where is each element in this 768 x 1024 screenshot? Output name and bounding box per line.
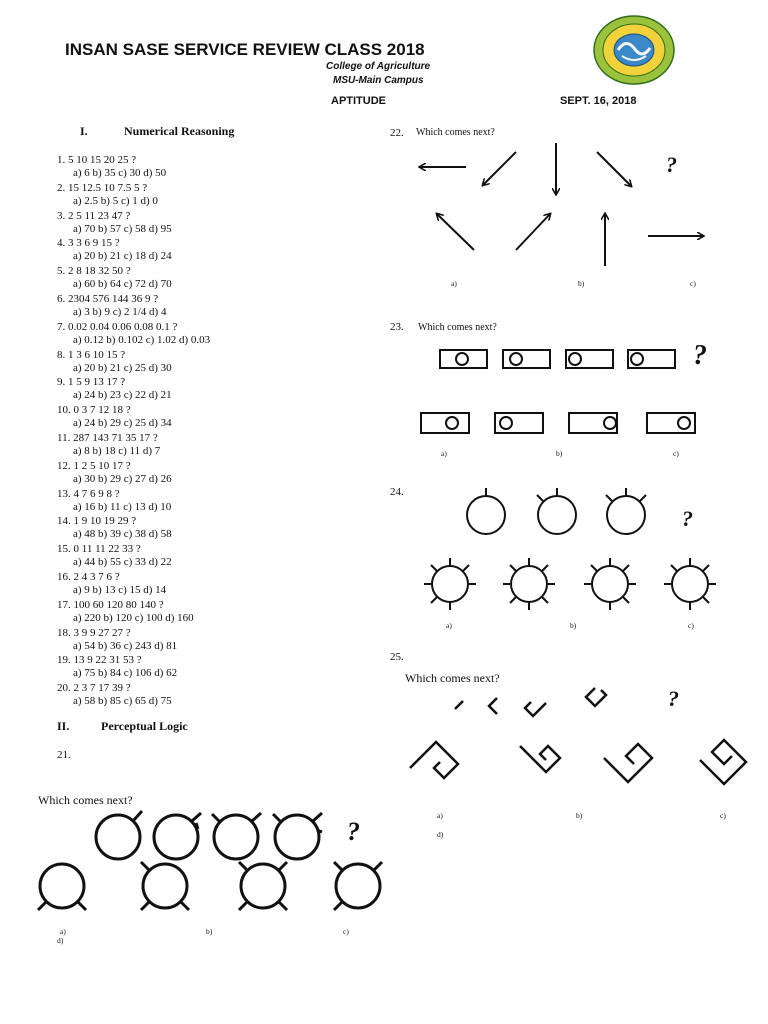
option-label: c) (343, 927, 349, 936)
answer-choices: a) 3 b) 9 c) 2 1/4 d) 4 (73, 305, 167, 318)
section-numeral: II. (57, 719, 70, 733)
option-label: a) (441, 449, 447, 458)
question-text: 19. 13 9 22 31 53 ? (57, 654, 142, 667)
question-text: 7. 0.02 0.04 0.06 0.08 0.1 ? (57, 320, 178, 333)
option-label: b) (206, 927, 213, 936)
answer-choices: a) 16 b) 11 c) 13 d) 10 (73, 500, 172, 513)
answer-choices: a) 75 b) 84 c) 106 d) 62 (73, 667, 178, 680)
answer-choices: a) 24 b) 29 c) 25 d) 34 (73, 417, 172, 430)
answer-choices: a) 20 b) 21 c) 25 d) 30 (73, 361, 172, 374)
question-text: 14. 1 9 10 19 29 ? (57, 515, 137, 528)
question-text: 10. 0 3 7 12 18 ? (57, 404, 131, 417)
section-numeral: I. (80, 124, 88, 138)
option-label: c) (690, 279, 696, 288)
subject-label: APTITUDE (331, 95, 386, 107)
option-label: b) (556, 449, 563, 458)
option-label: a) (451, 279, 457, 288)
option-label: c) (720, 811, 726, 820)
question-text: 15. 0 11 11 22 33 ? (57, 543, 141, 556)
answer-choices: a) 2.5 b) 5 c) 1 d) 0 (73, 194, 158, 207)
question-text: 5. 2 8 18 32 50 ? (57, 265, 131, 278)
question-text: 17. 100 60 120 80 140 ? (57, 598, 164, 611)
answer-choices: a) 0.12 b) 0.102 c) 1.02 d) 0.03 (73, 333, 211, 346)
option-label: a) (437, 811, 443, 820)
college-name: College of Agriculture (326, 61, 431, 72)
question-text: 16. 2 4 3 7 6 ? (57, 570, 120, 583)
section-title: Perceptual Logic (101, 719, 188, 733)
option-label: d) (57, 936, 64, 945)
answer-choices: a) 58 b) 85 c) 65 d) 75 (73, 695, 172, 708)
question-prompt: Which comes next? (416, 127, 495, 138)
answer-choices: a) 60 b) 64 c) 72 d) 70 (73, 278, 172, 291)
option-label: b) (578, 279, 585, 288)
question-text: 2. 15 12.5 10 7.5 5 ? (57, 181, 148, 194)
question-text: 1. 5 10 15 20 25 ? (57, 154, 137, 166)
question-number: 22. (390, 127, 404, 139)
answer-choices: a) 6 b) 35 c) 30 d) 50 (73, 167, 167, 179)
question-prompt: Which comes next? (405, 671, 500, 685)
answer-choices: a) 48 b) 39 c) 38 d) 58 (73, 528, 172, 541)
answer-choices: a) 30 b) 29 c) 27 d) 26 (73, 472, 172, 485)
question-mark: ? (693, 340, 707, 371)
question-text: 18. 3 9 9 27 27 ? (57, 626, 131, 639)
answer-choices: a) 44 b) 55 c) 33 d) 22 (73, 556, 172, 569)
question-text: 4. 3 3 6 9 15 ? (57, 237, 120, 250)
option-label: d) (437, 830, 444, 839)
answer-choices: a) 9 b) 13 c) 15 d) 14 (73, 583, 167, 596)
question-text: 12. 1 2 5 10 17 ? (57, 459, 131, 472)
answer-choices: a) 70 b) 57 c) 58 d) 95 (73, 222, 172, 235)
date-label: SEPT. 16, 2018 (560, 95, 637, 107)
answer-choices: a) 8 b) 18 c) 11 d) 7 (73, 444, 161, 457)
question-text: 13. 4 7 6 9 8 ? (57, 487, 120, 500)
answer-choices: a) 20 b) 21 c) 18 d) 24 (73, 250, 172, 263)
option-label: c) (688, 621, 694, 630)
option-label: c) (673, 449, 679, 458)
question-mark: ? (682, 506, 693, 531)
page-title: INSAN SASE SERVICE REVIEW CLASS 2018 (65, 40, 425, 59)
section-title: Numerical Reasoning (124, 124, 235, 138)
option-label: a) (446, 621, 452, 630)
question-mark: ? (666, 152, 677, 177)
question-number: 21. (57, 749, 71, 761)
question-prompt: Which comes next? (38, 793, 133, 807)
question-mark: ? (668, 686, 679, 711)
question-text: 11. 287 143 71 35 17 ? (57, 431, 158, 444)
question-number: 24. (390, 486, 404, 498)
option-label: a) (60, 927, 66, 936)
question-text: 9. 1 5 9 13 17 ? (57, 376, 126, 389)
question-number: 23. (390, 321, 404, 333)
answer-choices: a) 24 b) 23 c) 22 d) 21 (73, 389, 172, 402)
answer-choices: a) 54 b) 36 c) 243 d) 81 (73, 639, 178, 652)
question-mark: ? (347, 817, 360, 846)
question-text: 6. 2304 576 144 36 9 ? (57, 292, 159, 305)
question-text: 3. 2 5 11 23 47 ? (57, 209, 131, 222)
answer-choices: a) 220 b) 120 c) 100 d) 160 (73, 611, 194, 624)
question-text: 20. 2 3 7 17 39 ? (57, 682, 131, 695)
option-label: b) (576, 811, 583, 820)
question-text: 8. 1 3 6 10 15 ? (57, 348, 126, 361)
question-number: 25. (390, 651, 404, 663)
campus-name: MSU-Main Campus (333, 75, 424, 86)
question-prompt: Which comes next? (418, 322, 497, 333)
option-label: b) (570, 621, 577, 630)
